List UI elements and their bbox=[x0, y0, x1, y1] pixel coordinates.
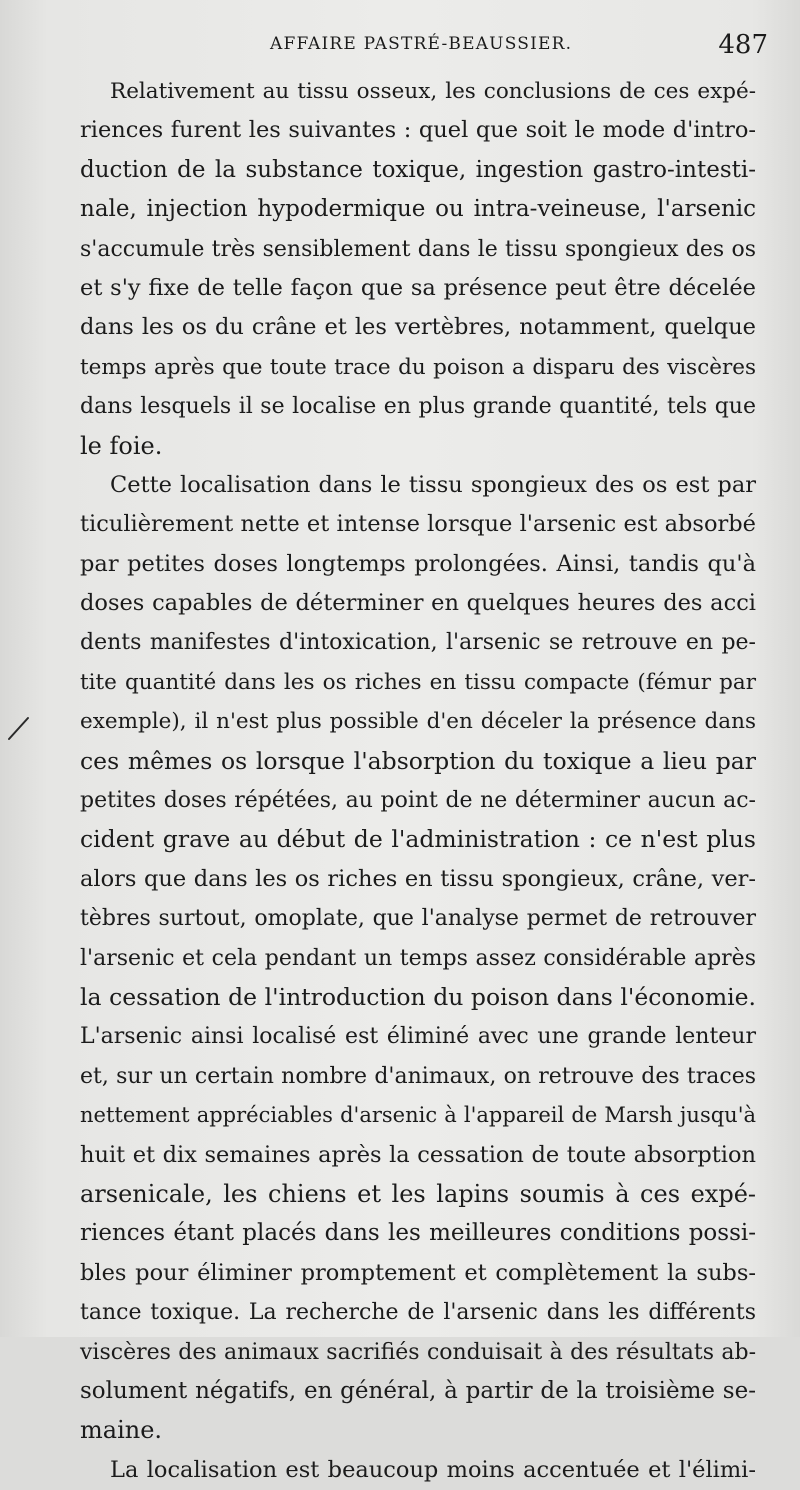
text-line: l'arsenic et cela pendant un temps assez considérable après bbox=[80, 945, 756, 971]
page-header bbox=[0, 30, 800, 64]
text-line: doses capables de déterminer en quelques heures des acci bbox=[80, 590, 756, 617]
text-line: tèbres surtout, omoplate, que l'analyse permet de retrouver bbox=[80, 906, 756, 932]
text-line: alors que dans les os riches en tissu spongieux, crâne, ver- bbox=[80, 865, 756, 892]
text-line: duction de la substance toxique, ingestion gastro-intesti- bbox=[80, 156, 756, 183]
text-line: L'arsenic ainsi localisé est éliminé avec une grande lenteur bbox=[80, 1024, 756, 1050]
text-line: solument négatifs, en général, à partir de la troisième se- bbox=[80, 1377, 756, 1404]
text-line: riences furent les suivantes : quel que soit le mode d'intro- bbox=[80, 117, 756, 144]
text-line: dents manifestes d'intoxication, l'arsenic se retrouve en pe- bbox=[80, 630, 756, 656]
text-line: tance toxique. La recherche de l'arsenic dans les différents bbox=[80, 1300, 756, 1326]
pencil-mark-icon bbox=[6, 715, 32, 741]
text-line: petites doses répétées, au point de ne déterminer aucun ac- bbox=[80, 788, 756, 814]
text-line: Relativement au tissu osseux, les conclusions de ces expé- bbox=[110, 79, 756, 104]
text-line: s'accumule très sensiblement dans le tissu spongieux des os bbox=[80, 236, 756, 262]
text-line: viscères des animaux sacrifiés conduisait à des résultats ab- bbox=[80, 1339, 756, 1365]
text-line: temps après que toute trace du poison a disparu des viscères bbox=[80, 354, 756, 380]
text-line: tite quantité dans les os riches en tissu compacte (fémur par bbox=[80, 669, 756, 695]
paragraph-1 bbox=[80, 72, 756, 466]
text-line: dans les os du crâne et les vertèbres, notamment, quelque bbox=[80, 314, 756, 341]
text-line: arsenicale, les chiens et les lapins soumis à ces expé- bbox=[80, 1179, 756, 1208]
text-line: le foie. bbox=[80, 431, 163, 460]
text-line: exemple), il n'est plus possible d'en déceler la présence dans bbox=[80, 709, 756, 735]
paragraph-2 bbox=[80, 466, 756, 1451]
paragraph-3 bbox=[80, 1451, 756, 1490]
text-line: ticulièrement nette et intense lorsque l'arsenic est absorbé bbox=[80, 511, 756, 538]
text-line: bles pour éliminer promptement et complètement la subs- bbox=[80, 1259, 756, 1286]
text-line: nettement appréciables d'arsenic à l'appareil de Marsh jusqu'à bbox=[80, 1103, 756, 1128]
text-line: dans lesquels il se localise en plus grande quantité, tels que bbox=[80, 394, 756, 420]
text-line: riences étant placés dans les meilleures conditions possi- bbox=[80, 1220, 756, 1247]
text-line: cident grave au début de l'administration : ce n'est plus bbox=[80, 825, 756, 854]
text-line: maine. bbox=[80, 1416, 163, 1445]
text-line: et, sur un certain nombre d'animaux, on retrouve des traces bbox=[80, 1063, 756, 1089]
text-line: et s'y fixe de telle façon que sa présence peut être décelée bbox=[80, 274, 756, 301]
body-text bbox=[80, 72, 756, 1490]
text-line: ces mêmes os lorsque l'absorption du toxique a lieu par bbox=[80, 746, 756, 775]
text-line: nale, injection hypodermique ou intra-veineuse, l'arsenic bbox=[80, 196, 756, 223]
text-line: La localisation est beaucoup moins accentuée et l'élimi- bbox=[110, 1456, 756, 1483]
running-head: AFFAIRE PASTRÉ-BEAUSSIER. bbox=[270, 34, 573, 54]
text-line: Cette localisation dans le tissu spongieux des os est par bbox=[110, 471, 756, 498]
page-number: 487 bbox=[718, 30, 768, 60]
text-line: la cessation de l'introduction du poison dans l'économie. bbox=[80, 982, 756, 1011]
text-line: huit et dix semaines après la cessation de toute absorption bbox=[80, 1141, 756, 1168]
text-line: par petites doses longtemps prolongées. Ainsi, tandis qu'à bbox=[80, 550, 756, 577]
